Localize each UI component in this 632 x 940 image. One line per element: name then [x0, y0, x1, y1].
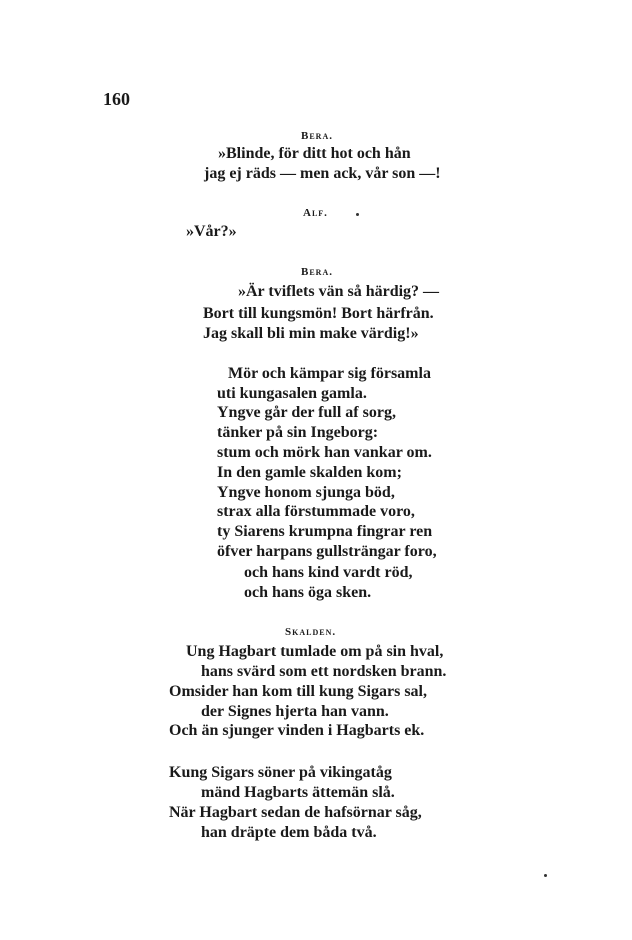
- verse-line: Omsider han kom till kung Sigars sal,: [169, 683, 427, 700]
- verse-line: strax alla förstummade voro,: [217, 503, 415, 520]
- verse-line: Kung Sigars söner på vikingatåg: [169, 764, 392, 781]
- speaker-bera-1: Bera.: [301, 130, 333, 142]
- verse-line: han dräpte dem båda två.: [201, 824, 377, 841]
- verse-line: »Vår?»: [186, 223, 237, 240]
- verse-line: der Signes hjerta han vann.: [201, 703, 389, 720]
- verse-line: och hans kind vardt röd,: [244, 564, 413, 581]
- verse-line: »Blinde, för ditt hot och hån: [218, 145, 411, 162]
- speaker-skalden: Skalden.: [285, 626, 337, 638]
- page-number: 160: [103, 89, 130, 109]
- speaker-bera-2: Bera.: [301, 266, 333, 278]
- verse-line: ty Siarens krumpna fingrar ren: [217, 523, 433, 540]
- ink-speck: [356, 213, 359, 216]
- verse-line: stum och mörk han vankar om.: [217, 444, 432, 461]
- verse-line: Och än sjunger vinden i Hagbarts ek.: [169, 722, 425, 739]
- verse-line: hans svärd som ett nordsken brann.: [201, 663, 447, 680]
- verse-line: och hans öga sken.: [244, 584, 372, 601]
- verse-line: Yngve honom sjunga böd,: [217, 484, 395, 501]
- verse-line: tänker på sin Ingeborg:: [217, 424, 379, 441]
- verse-line: Bort till kungsmön! Bort härfrån.: [203, 305, 434, 322]
- verse-line: uti kungasalen gamla.: [217, 385, 367, 402]
- speaker-alf: Alf.: [303, 207, 328, 219]
- verse-line: jag ej räds — men ack, vår son —!: [204, 165, 441, 182]
- verse-line: Jag skall bli min make värdig!»: [203, 325, 419, 342]
- verse-line: När Hagbart sedan de hafsörnar såg,: [169, 804, 422, 821]
- verse-line: »Är tviflets vän så härdig? —: [238, 283, 440, 300]
- ink-speck: [544, 874, 547, 877]
- verse-line: Yngve går der full af sorg,: [217, 404, 396, 421]
- verse-line: Mör och kämpar sig församla: [228, 365, 431, 382]
- verse-line: mänd Hagbarts ättemän slå.: [201, 784, 395, 801]
- verse-line: Ung Hagbart tumlade om på sin hval,: [186, 643, 444, 660]
- verse-line: In den gamle skalden kom;: [217, 464, 402, 481]
- verse-line: öfver harpans gullsträngar foro,: [217, 543, 437, 560]
